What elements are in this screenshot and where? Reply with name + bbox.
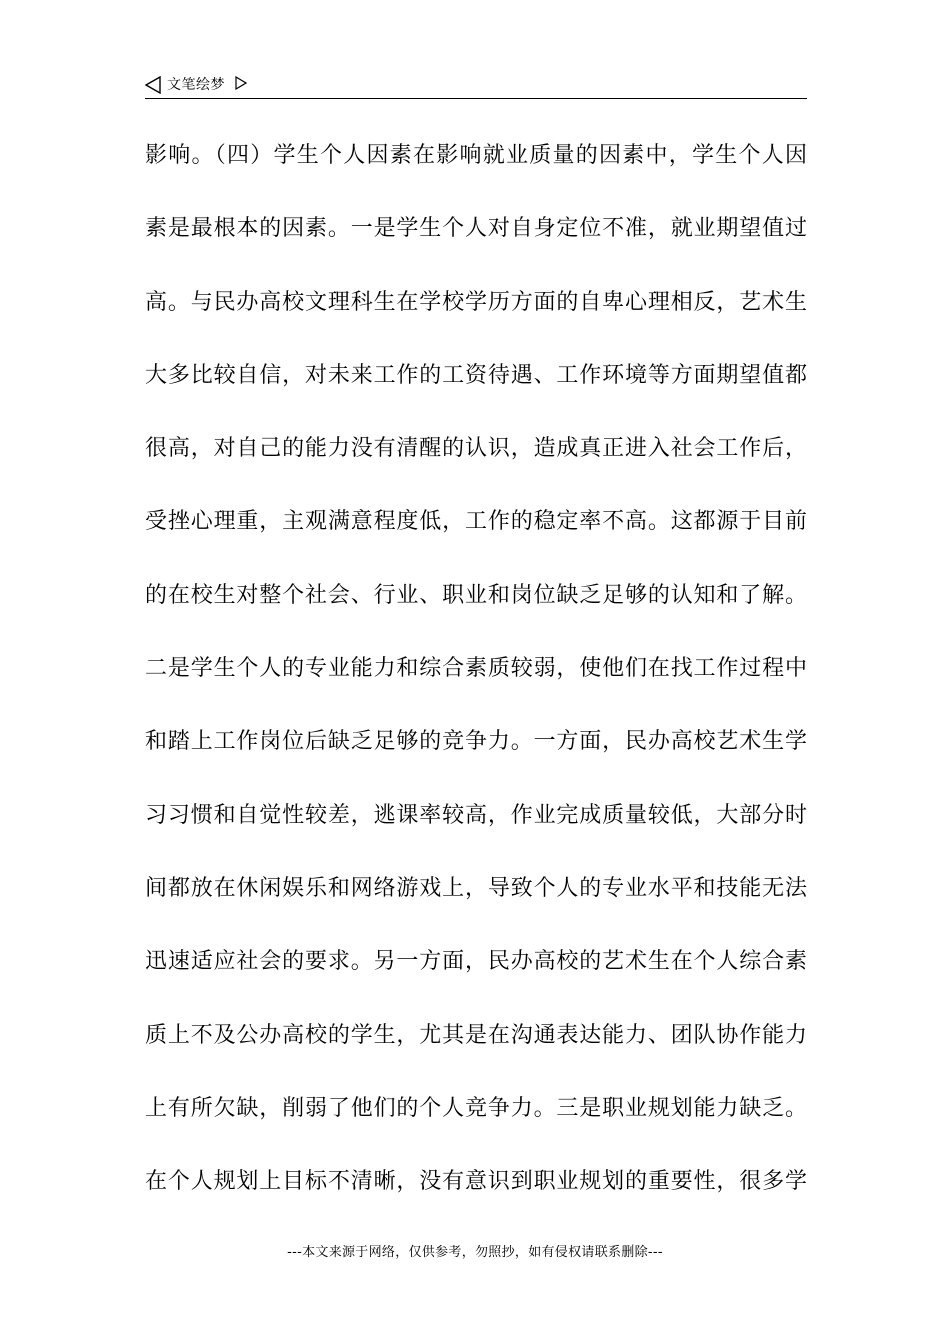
triangle-left-outline-icon [145,76,161,94]
text-line: 高。与民办高校文理科生在学校学历方面的自卑心理相反，艺术生 [145,289,807,315]
text-line: 影响。（四）学生个人因素在影响就业质量的因素中，学生个人因 [145,143,807,168]
text-line: 的在校生对整个社会、行业、职业和岗位缺乏足够的认知和了解。 [145,582,807,608]
text-line: 在个人规划上目标不清晰，没有意识到职业规划的重要性，很多学 [145,1169,807,1195]
text-line: 很高，对自己的能力没有清醒的认识，造成真正进入社会工作后， [145,436,807,462]
text-line: 和踏上工作岗位后缺乏足够的竞争力。一方面，民办高校艺术生学 [145,729,807,755]
page-header [145,74,807,99]
text-line: 习习惯和自觉性较差，逃课率较高，作业完成质量较低，大部分时 [145,802,807,828]
text-line: 素是最根本的因素。一是学生个人对自身定位不准，就业期望值过 [145,216,807,242]
triangle-right-outline-icon [235,76,247,90]
document-body [145,128,807,1227]
text-line: 上有所欠缺，削弱了他们的个人竞争力。三是职业规划能力缺乏。 [145,1095,807,1121]
text-line: 二是学生个人的专业能力和综合素质较弱，使他们在找工作过程中 [145,656,807,682]
text-line: 间都放在休闲娱乐和网络游戏上，导致个人的专业水平和技能无法 [145,875,807,901]
text-line: 大多比较自信，对未来工作的工资待遇、工作环境等方面期望值都 [145,362,807,388]
text-line: 受挫心理重，主观满意程度低，工作的稳定率不高。这都源于目前 [145,509,807,535]
page-footer: ---本文来源于网络，仅供参考，勿照抄，如有侵权请联系删除--- [287,1245,663,1260]
text-line: 迅速适应社会的要求。另一方面，民办高校的艺术生在个人综合素 [145,949,807,975]
text-line: 质上不及公办高校的学生，尤其是在沟通表达能力、团队协作能力 [145,1022,807,1048]
header-title: 文笔绘梦 [167,77,225,93]
